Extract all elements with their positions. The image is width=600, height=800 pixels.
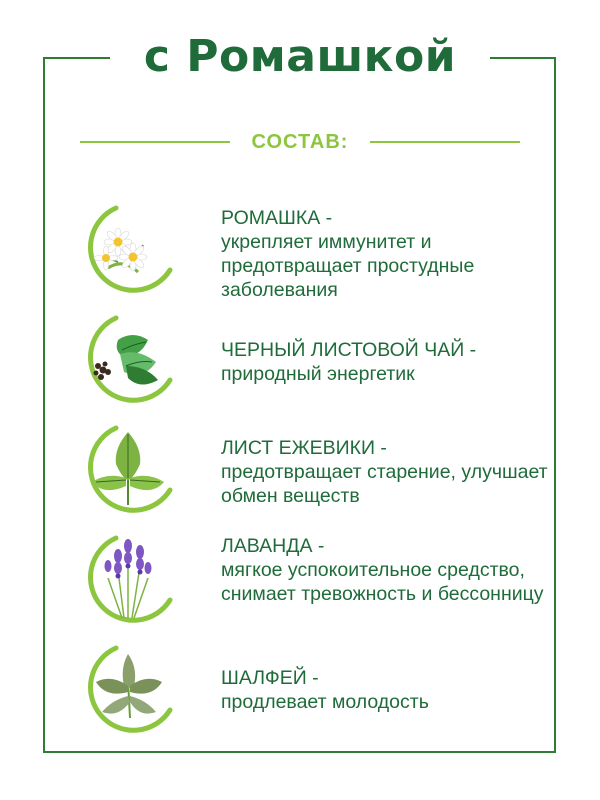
ingredient-item-black-tea <box>78 310 548 410</box>
ingredient-text <box>221 338 551 386</box>
ingredient-description: предотвращает старение, улучшает обмен веществ <box>221 461 548 507</box>
sage-icon <box>78 640 178 740</box>
ingredient-item-sage <box>78 640 548 740</box>
page-title: с Ромашкой <box>143 31 457 82</box>
ingredient-text <box>221 666 551 714</box>
ingredient-name: ЧЕРНЫЙ ЛИСТОВОЙ ЧАЙ - <box>221 339 477 361</box>
ingredient-item-lavender <box>78 530 548 630</box>
ingredient-text <box>221 206 551 302</box>
ingredient-description: укрепляет иммунитет и предотвращает простудные заболевания <box>221 231 475 301</box>
ingredient-description: мягкое успокоительное средство, снимает тревожность и бессонницу <box>221 559 544 605</box>
title-banner <box>110 22 490 92</box>
blackberry-leaf-icon <box>78 420 178 520</box>
section-title: СОСТАВ: <box>251 131 349 153</box>
ingredient-item-blackberry-leaf <box>78 420 548 520</box>
ingredient-name: РОМАШКА - <box>221 207 333 229</box>
ingredient-text <box>221 534 551 606</box>
ingredient-name: ШАЛФЕЙ - <box>221 667 319 689</box>
divider-right <box>370 141 520 143</box>
ingredient-description: природный энергетик <box>221 363 415 385</box>
ingredient-text <box>221 436 551 508</box>
chamomile-icon <box>78 200 178 300</box>
divider-left <box>80 141 230 143</box>
black-tea-icon <box>78 310 178 410</box>
ingredient-description: продлевает молодость <box>221 691 429 713</box>
ingredient-name: ЛАВАНДА - <box>221 535 325 557</box>
lavender-icon <box>78 530 178 630</box>
ingredient-name: ЛИСТ ЕЖЕВИКИ - <box>221 437 387 459</box>
ingredient-item-chamomile <box>78 200 548 300</box>
